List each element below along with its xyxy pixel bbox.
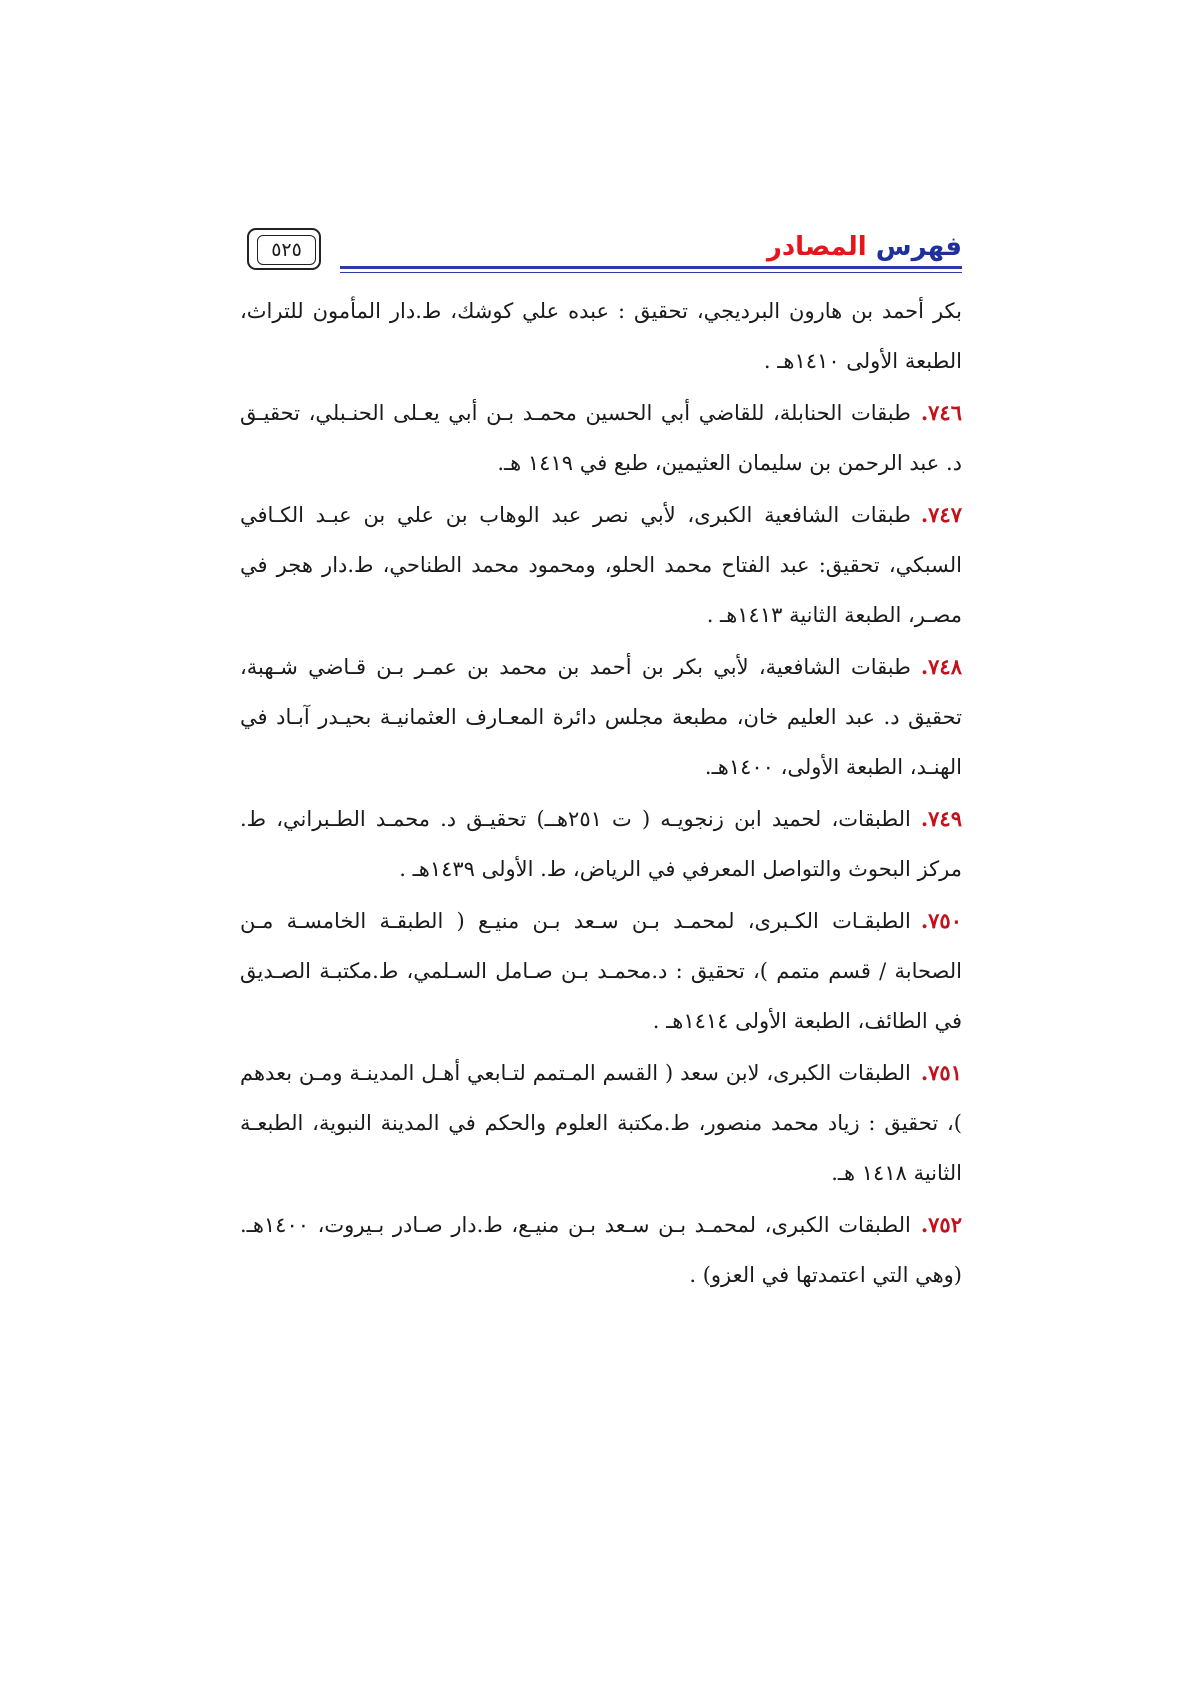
- entry-text: الطبقات الكبرى، لابن سعد ( القسم المـتمم لتـابعي أهـل المدينـة ومـن بعدهم )، تحقيق : زياد محمد منصور، ط.مكتبة العلوم والحكم في المدينة النبوية، الطبعـة الثانية ١٤١٨ هـ.: [240, 1061, 962, 1185]
- header-rule-thin: [340, 272, 962, 273]
- header-rule-thick: [340, 266, 962, 269]
- entry-number: ٧٤٨.: [920, 654, 962, 679]
- running-title-second-word: المصادر: [766, 232, 867, 262]
- entry-number: ٧٥٠.: [920, 908, 962, 933]
- bibliography-entry-continued: [240, 286, 962, 386]
- running-title-first-word: فهرس: [875, 232, 962, 262]
- bibliography-entry: [240, 896, 962, 1046]
- entry-text: الطبقـات الكـبرى، لمحمـد بـن سـعد بـن منيـع ( الطبقـة الخامسـة مـن الصحابة / قسم متمم )، تحقيق : د.محمـد بـن صـامل السـلمي، ط.مكتبـة الصـديق في الطائف، الطبعة الأولى ١٤١٤هـ .: [240, 909, 962, 1033]
- entry-text: بكر أحمد بن هارون البرديجي، تحقيق : عبده علي كوشك، ط.دار المأمون للتراث، الطبعة الأولى ١٤١٠هـ .: [240, 299, 962, 373]
- entry-number: ٧٤٧.: [920, 502, 962, 527]
- entry-number: ٧٥١.: [920, 1060, 962, 1085]
- bibliography-entry: [240, 490, 962, 640]
- entry-number: ٧٤٦.: [920, 400, 962, 425]
- page-header: [247, 228, 962, 278]
- bibliography-entry: [240, 794, 962, 894]
- bibliography-list: [240, 286, 962, 1302]
- bibliography-entry: [240, 642, 962, 792]
- page-number-frame: [247, 228, 321, 270]
- entry-text: الطبقات الكبرى، لمحمـد بـن سـعد بـن منيـع، ط.دار صـادر بـيروت، ١٤٠٠هـ. (وهي التي اعتمدتها في العزو) .: [240, 1213, 962, 1287]
- entry-number: ٧٤٩.: [920, 806, 962, 831]
- bibliography-entry: [240, 1200, 962, 1300]
- entry-text: طبقات الشافعية الكبرى، لأبي نصر عبد الوهاب بن علي بن عبـد الكـافي السبكي، تحقيق: عبد الفتاح محمد الحلو، ومحمود محمد الطناحي، ط.دار هجر في مصـر، الطبعة الثانية ١٤١٣هـ .: [240, 503, 962, 627]
- entry-text: طبقات الشافعية، لأبي بكر بن أحمد بن محمد بن عمـر بـن قـاضي شـهبة، تحقيق د. عبد العليم خان، مطبعة مجلس دائرة المعـارف العثمانيـة بحيـدر آبـاد في الهنـد، الطبعة الأولى، ١٤٠٠هـ.: [240, 655, 962, 779]
- running-title: [767, 232, 962, 262]
- bibliography-entry: [240, 388, 962, 488]
- bibliography-entry: [240, 1048, 962, 1198]
- entry-text: الطبقات، لحميد ابن زنجويـه ( ت ٢٥١هــ) تحقيـق د. محمـد الطـبراني، ط. مركز البحوث والتواصل المعرفي في الرياض، ط. الأولى ١٤٣٩هـ .: [240, 807, 962, 881]
- entry-number: ٧٥٢.: [920, 1212, 962, 1237]
- entry-text: طبقات الحنابلة، للقاضي أبي الحسين محمـد بـن أبي يعـلى الحنـبلي، تحقيـق د. عبد الرحمن بن سليمان العثيمين، طبع في ١٤١٩ هـ.: [240, 401, 962, 475]
- page-number: ٥٢٥: [257, 235, 316, 265]
